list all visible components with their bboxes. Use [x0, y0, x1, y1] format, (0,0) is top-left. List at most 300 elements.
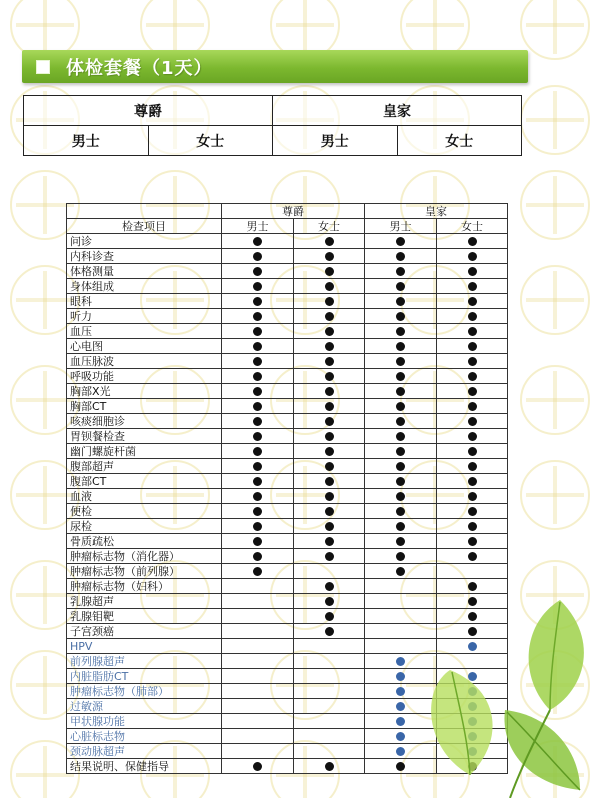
included-dot-icon [325, 477, 334, 486]
table-row [67, 669, 508, 684]
summary-gender-cell: 男士 [24, 126, 149, 156]
inclusion-cell [365, 399, 437, 414]
item-name-cell: 血压脉波 [67, 354, 222, 369]
item-name-cell: 尿检 [67, 519, 222, 534]
inclusion-cell [294, 444, 365, 459]
included-dot-icon [396, 522, 405, 531]
included-dot-icon [468, 732, 477, 741]
inclusion-cell [365, 294, 437, 309]
inclusion-cell [294, 324, 365, 339]
item-name-cell: 甲状腺功能 [67, 714, 222, 729]
included-dot-icon [468, 537, 477, 546]
included-dot-icon [396, 657, 405, 666]
included-dot-icon [325, 372, 334, 381]
item-name-cell: 乳腺超声 [67, 594, 222, 609]
table-row [67, 714, 508, 729]
item-name-cell: 幽门螺旋杆菌 [67, 444, 222, 459]
inclusion-cell [365, 699, 437, 714]
inclusion-cell [222, 324, 294, 339]
included-dot-icon [325, 612, 334, 621]
included-dot-icon [396, 672, 405, 681]
included-dot-icon [396, 687, 405, 696]
inclusion-cell [294, 459, 365, 474]
included-dot-icon [468, 462, 477, 471]
included-dot-icon [253, 432, 262, 441]
table-row [67, 759, 508, 774]
inclusion-cell [437, 444, 508, 459]
table-column-header-row [67, 219, 508, 234]
table-row [67, 684, 508, 699]
table-row [67, 729, 508, 744]
included-dot-icon [396, 387, 405, 396]
included-dot-icon [325, 627, 334, 636]
inclusion-cell [365, 654, 437, 669]
inclusion-cell [294, 399, 365, 414]
inclusion-cell [294, 384, 365, 399]
included-dot-icon [253, 567, 262, 576]
inclusion-cell [437, 564, 508, 579]
included-dot-icon [396, 402, 405, 411]
inclusion-cell [437, 309, 508, 324]
inclusion-cell [365, 369, 437, 384]
item-name-cell: 肿瘤标志物（妇科） [67, 579, 222, 594]
inclusion-cell [437, 414, 508, 429]
inclusion-cell [294, 354, 365, 369]
included-dot-icon [468, 522, 477, 531]
table-body [67, 234, 508, 774]
included-dot-icon [396, 297, 405, 306]
included-dot-icon [468, 387, 477, 396]
inclusion-cell [294, 504, 365, 519]
included-dot-icon [253, 297, 262, 306]
inclusion-cell [365, 534, 437, 549]
included-dot-icon [468, 327, 477, 336]
table-row [67, 264, 508, 279]
inclusion-cell [437, 549, 508, 564]
inclusion-cell [294, 249, 365, 264]
included-dot-icon [325, 297, 334, 306]
square-icon [36, 60, 50, 74]
included-dot-icon [253, 552, 262, 561]
included-dot-icon [468, 312, 477, 321]
included-dot-icon [396, 552, 405, 561]
inclusion-cell [294, 519, 365, 534]
included-dot-icon [253, 357, 262, 366]
inclusion-cell [222, 609, 294, 624]
item-name-cell: 肿瘤标志物（消化器） [67, 549, 222, 564]
gender-column-header: 男士 [365, 219, 437, 234]
inclusion-cell [365, 519, 437, 534]
item-column-header: 检查项目 [67, 219, 222, 234]
inclusion-cell [437, 684, 508, 699]
inclusion-cell [222, 579, 294, 594]
included-dot-icon [325, 282, 334, 291]
table-row [67, 399, 508, 414]
table-row [67, 699, 508, 714]
included-dot-icon [468, 357, 477, 366]
gender-column-header: 女士 [294, 219, 365, 234]
included-dot-icon [468, 432, 477, 441]
inclusion-cell [294, 579, 365, 594]
included-dot-icon [396, 747, 405, 756]
included-dot-icon [325, 762, 334, 771]
inclusion-cell [294, 714, 365, 729]
summary-group-row [24, 96, 522, 126]
summary-group-huangjia: 皇家 [273, 96, 522, 126]
included-dot-icon [253, 402, 262, 411]
item-name-cell: 前列腺超声 [67, 654, 222, 669]
inclusion-cell [437, 399, 508, 414]
item-name-cell: 胸部CT [67, 399, 222, 414]
table-row [67, 324, 508, 339]
inclusion-cell [437, 639, 508, 654]
item-name-cell: 眼科 [67, 294, 222, 309]
inclusion-cell [437, 654, 508, 669]
included-dot-icon [325, 507, 334, 516]
inclusion-cell [365, 504, 437, 519]
table-row [67, 564, 508, 579]
included-dot-icon [253, 522, 262, 531]
inclusion-cell [365, 624, 437, 639]
item-name-cell: 子宫颈癌 [67, 624, 222, 639]
included-dot-icon [468, 627, 477, 636]
watermark-logo-icon [520, 0, 590, 60]
watermark-logo-icon [520, 560, 590, 630]
inclusion-cell [222, 729, 294, 744]
inclusion-cell [365, 564, 437, 579]
included-dot-icon [253, 267, 262, 276]
included-dot-icon [396, 312, 405, 321]
item-name-cell: 骨质疏松 [67, 534, 222, 549]
table-row [67, 639, 508, 654]
inclusion-cell [365, 669, 437, 684]
inclusion-cell [437, 624, 508, 639]
inclusion-cell [222, 279, 294, 294]
included-dot-icon [396, 507, 405, 516]
summary-group-zunjue: 尊爵 [24, 96, 273, 126]
inclusion-cell [294, 369, 365, 384]
inclusion-cell [365, 234, 437, 249]
inclusion-cell [222, 339, 294, 354]
inclusion-cell [437, 429, 508, 444]
inclusion-cell [222, 519, 294, 534]
inclusion-cell [294, 654, 365, 669]
inclusion-cell [294, 639, 365, 654]
table-row [67, 249, 508, 264]
included-dot-icon [396, 447, 405, 456]
inclusion-cell [365, 609, 437, 624]
item-name-cell: 肿瘤标志物（前列腺） [67, 564, 222, 579]
inclusion-cell [365, 714, 437, 729]
inclusion-cell [294, 669, 365, 684]
inclusion-cell [222, 384, 294, 399]
inclusion-cell [437, 369, 508, 384]
inclusion-cell [437, 759, 508, 774]
inclusion-cell [365, 384, 437, 399]
included-dot-icon [253, 237, 262, 246]
table-row [67, 534, 508, 549]
inclusion-cell [365, 444, 437, 459]
included-dot-icon [325, 582, 334, 591]
table-row [67, 384, 508, 399]
table-row [67, 579, 508, 594]
included-dot-icon [468, 672, 477, 681]
item-name-cell: 听力 [67, 309, 222, 324]
included-dot-icon [325, 432, 334, 441]
inclusion-cell [437, 339, 508, 354]
inclusion-cell [294, 489, 365, 504]
summary-gender-row [24, 126, 522, 156]
inclusion-cell [294, 759, 365, 774]
inclusion-cell [294, 534, 365, 549]
inclusion-cell [222, 639, 294, 654]
included-dot-icon [396, 492, 405, 501]
watermark-logo-icon [520, 170, 590, 240]
table-row [67, 609, 508, 624]
inclusion-cell [365, 354, 437, 369]
table-row [67, 444, 508, 459]
table-row [67, 354, 508, 369]
item-name-cell: 内科诊查 [67, 249, 222, 264]
included-dot-icon [325, 597, 334, 606]
included-dot-icon [468, 252, 477, 261]
inclusion-cell [437, 519, 508, 534]
item-name-cell: 乳腺钼靶 [67, 609, 222, 624]
inclusion-cell [437, 744, 508, 759]
included-dot-icon [468, 237, 477, 246]
inclusion-cell [437, 459, 508, 474]
item-name-cell: 体格测量 [67, 264, 222, 279]
included-dot-icon [253, 762, 262, 771]
watermark-logo-icon [520, 460, 590, 530]
inclusion-cell [437, 324, 508, 339]
inclusion-cell [294, 594, 365, 609]
item-name-cell: 过敏源 [67, 699, 222, 714]
included-dot-icon [325, 417, 334, 426]
inclusion-cell [294, 474, 365, 489]
inclusion-cell [222, 654, 294, 669]
included-dot-icon [253, 327, 262, 336]
inclusion-cell [222, 744, 294, 759]
inclusion-cell [437, 714, 508, 729]
inclusion-cell [222, 429, 294, 444]
inclusion-cell [222, 369, 294, 384]
inclusion-cell [222, 414, 294, 429]
included-dot-icon [468, 282, 477, 291]
inclusion-cell [222, 264, 294, 279]
inclusion-cell [365, 309, 437, 324]
included-dot-icon [396, 417, 405, 426]
included-dot-icon [468, 297, 477, 306]
included-dot-icon [468, 417, 477, 426]
inclusion-cell [365, 339, 437, 354]
title-banner [22, 50, 528, 83]
included-dot-icon [468, 762, 477, 771]
table-row [67, 414, 508, 429]
item-name-cell: 便检 [67, 504, 222, 519]
table-row [67, 654, 508, 669]
table-row [67, 429, 508, 444]
included-dot-icon [468, 702, 477, 711]
inclusion-cell [222, 759, 294, 774]
item-name-cell: HPV [67, 639, 222, 654]
item-name-cell: 颈动脉超声 [67, 744, 222, 759]
inclusion-cell [222, 294, 294, 309]
inclusion-cell [437, 729, 508, 744]
inclusion-cell [365, 684, 437, 699]
inclusion-cell [294, 414, 365, 429]
inclusion-cell [365, 549, 437, 564]
inclusion-cell [222, 549, 294, 564]
inclusion-cell [294, 309, 365, 324]
item-name-cell: 呼吸功能 [67, 369, 222, 384]
included-dot-icon [253, 387, 262, 396]
inclusion-cell [222, 234, 294, 249]
inclusion-cell [365, 594, 437, 609]
inclusion-cell [294, 429, 365, 444]
item-name-cell: 胸部X光 [67, 384, 222, 399]
included-dot-icon [325, 327, 334, 336]
item-name-cell: 咳痰细胞诊 [67, 414, 222, 429]
inclusion-cell [365, 759, 437, 774]
included-dot-icon [325, 237, 334, 246]
inclusion-cell [437, 504, 508, 519]
inclusion-cell [294, 564, 365, 579]
inclusion-cell [222, 714, 294, 729]
included-dot-icon [468, 642, 477, 651]
included-dot-icon [396, 462, 405, 471]
table-row [67, 504, 508, 519]
included-dot-icon [468, 507, 477, 516]
included-dot-icon [325, 342, 334, 351]
table-row [67, 474, 508, 489]
inclusion-cell [222, 534, 294, 549]
inclusion-cell [437, 294, 508, 309]
included-dot-icon [253, 252, 262, 261]
included-dot-icon [325, 357, 334, 366]
inclusion-cell [222, 684, 294, 699]
inclusion-cell [294, 699, 365, 714]
item-name-cell: 结果说明、保健指导 [67, 759, 222, 774]
inclusion-cell [294, 609, 365, 624]
item-name-cell: 血压 [67, 324, 222, 339]
inclusion-cell [437, 579, 508, 594]
inclusion-cell [437, 264, 508, 279]
inclusion-cell [294, 624, 365, 639]
included-dot-icon [325, 552, 334, 561]
inclusion-cell [437, 279, 508, 294]
table-row [67, 294, 508, 309]
table-row [67, 594, 508, 609]
inclusion-cell [294, 279, 365, 294]
included-dot-icon [468, 447, 477, 456]
summary-gender-cell: 男士 [273, 126, 398, 156]
included-dot-icon [396, 477, 405, 486]
item-name-cell: 身体组成 [67, 279, 222, 294]
included-dot-icon [396, 567, 405, 576]
inclusion-cell [222, 564, 294, 579]
table-row [67, 369, 508, 384]
inclusion-cell [437, 234, 508, 249]
included-dot-icon [468, 402, 477, 411]
summary-gender-cell: 女士 [148, 126, 273, 156]
inclusion-cell [222, 459, 294, 474]
inclusion-cell [365, 264, 437, 279]
item-name-cell: 内脏脂肪CT [67, 669, 222, 684]
inclusion-cell [365, 429, 437, 444]
inclusion-cell [365, 489, 437, 504]
item-name-cell: 腹部CT [67, 474, 222, 489]
inclusion-cell [437, 249, 508, 264]
included-dot-icon [396, 732, 405, 741]
watermark-logo-icon [520, 85, 590, 155]
inclusion-cell [437, 669, 508, 684]
included-dot-icon [468, 582, 477, 591]
included-dot-icon [253, 312, 262, 321]
inclusion-cell [294, 684, 365, 699]
included-dot-icon [253, 342, 262, 351]
inclusion-cell [294, 264, 365, 279]
inclusion-cell [294, 234, 365, 249]
inclusion-cell [365, 324, 437, 339]
item-name-cell: 问诊 [67, 234, 222, 249]
inclusion-cell [294, 729, 365, 744]
inclusion-cell [437, 699, 508, 714]
inclusion-cell [365, 579, 437, 594]
included-dot-icon [396, 702, 405, 711]
included-dot-icon [325, 267, 334, 276]
included-dot-icon [325, 492, 334, 501]
included-dot-icon [396, 372, 405, 381]
item-name-cell: 肿瘤标志物（肺部） [67, 684, 222, 699]
included-dot-icon [253, 282, 262, 291]
watermark-logo-icon [520, 740, 590, 798]
included-dot-icon [253, 477, 262, 486]
included-dot-icon [468, 717, 477, 726]
inclusion-cell [222, 489, 294, 504]
group-header-huangjia: 皇家 [365, 204, 508, 219]
inclusion-cell [365, 279, 437, 294]
checkup-items-table [66, 203, 508, 774]
inclusion-cell [222, 624, 294, 639]
item-name-cell: 血液 [67, 489, 222, 504]
included-dot-icon [396, 237, 405, 246]
inclusion-cell [365, 744, 437, 759]
item-name-cell: 胃钡餐检查 [67, 429, 222, 444]
included-dot-icon [396, 537, 405, 546]
table-row [67, 309, 508, 324]
inclusion-cell [365, 639, 437, 654]
table-row [67, 459, 508, 474]
inclusion-cell [437, 384, 508, 399]
inclusion-cell [437, 489, 508, 504]
included-dot-icon [325, 537, 334, 546]
included-dot-icon [325, 312, 334, 321]
included-dot-icon [396, 717, 405, 726]
included-dot-icon [253, 447, 262, 456]
included-dot-icon [253, 462, 262, 471]
included-dot-icon [253, 537, 262, 546]
inclusion-cell [222, 669, 294, 684]
inclusion-cell [222, 354, 294, 369]
included-dot-icon [468, 687, 477, 696]
included-dot-icon [468, 747, 477, 756]
item-name-cell: 心脏标志物 [67, 729, 222, 744]
included-dot-icon [468, 342, 477, 351]
included-dot-icon [325, 447, 334, 456]
table-row [67, 519, 508, 534]
table-row [67, 549, 508, 564]
